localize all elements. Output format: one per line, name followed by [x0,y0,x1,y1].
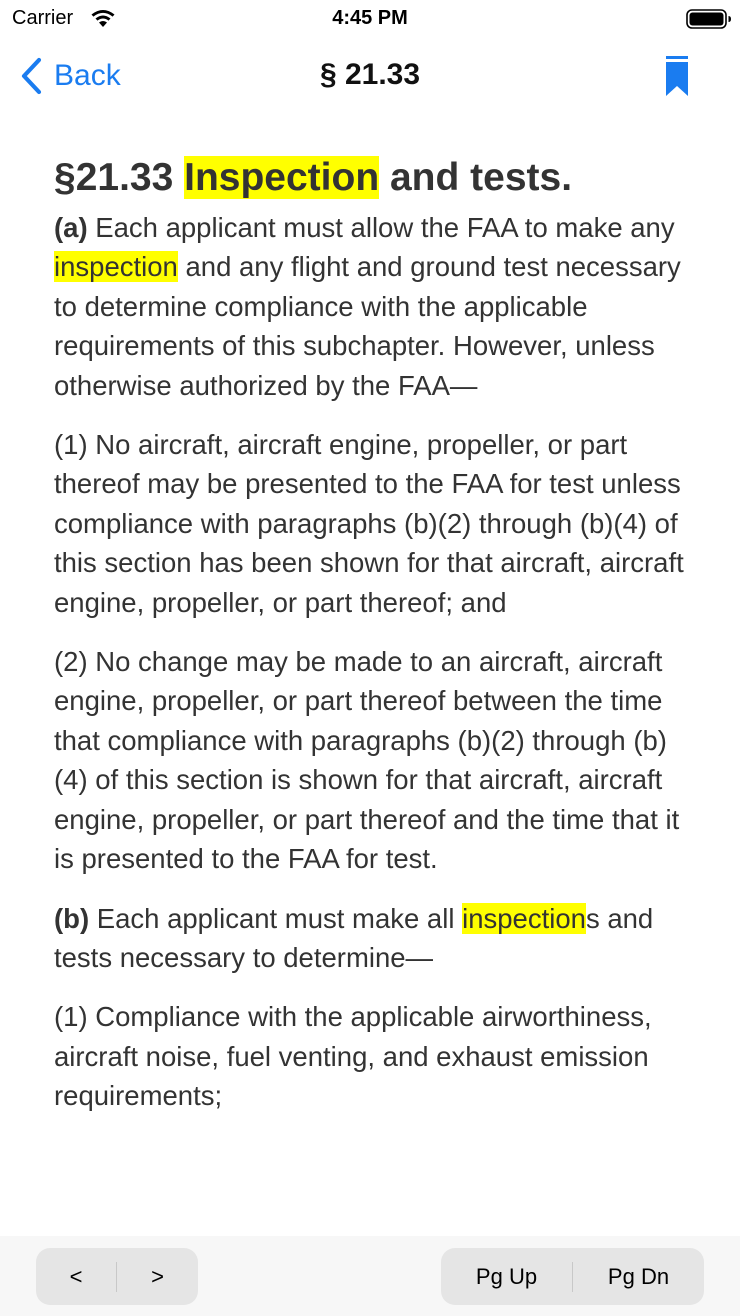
next-section-button[interactable]: > [151,1263,164,1289]
paragraph-text: Each applicant must make all [89,902,463,934]
document-content [54,140,694,1236]
paragraph-text: and any flight and ground test necessary to determine compliance with the applicable requirements of this subchapter. However, unless otherwise authorized by the FAA— [54,251,681,401]
clock: 4:45 PM [332,7,408,29]
paragraph-b1: (1) Compliance with the applicable airworthiness, aircraft noise, fuel venting, and exhaust emission requirements; [54,1001,652,1112]
previous-section-button[interactable]: < [69,1263,83,1289]
bottom-toolbar [0,1236,740,1316]
battery-icon [686,9,732,29]
section-nav-control [36,1248,198,1305]
search-highlight: inspection [462,902,586,934]
section-heading-suffix: and tests. [379,156,573,199]
section-heading [54,152,694,204]
page-down-button[interactable]: Pg Dn [607,1263,670,1289]
paragraph-a2: (2) No change may be made to an aircraft, aircraft engine, propeller, or part thereof between the time that compliance with paragraphs (b)(2) through (b)(4) of this section is shown for that aircraft, aircraft engine, propeller, or part thereof and the time that it is presented to the FAA for test. [54,646,680,875]
bookmark-icon[interactable] [666,56,688,96]
search-highlight: inspection [54,251,178,283]
paragraph-label: (a) [54,212,88,243]
paragraph-a1: (1) No aircraft, aircraft engine, propeller, or part thereof may be presented to the FAA for test unless compliance with paragraphs (b)(2) through (b)(4) of this section has been shown for that aircraft, aircraft engine, propeller, or part thereof; and [54,429,684,618]
back-label: Back [54,59,121,92]
page-up-button[interactable]: Pg Up [475,1263,538,1289]
paragraph-b [54,899,694,978]
paragraph-text: Each applicant must allow the FAA to make any [87,212,675,243]
navigation-bar [0,40,740,112]
search-highlight: Inspection [184,156,380,199]
page-title: § 21.33 [319,58,421,91]
page-nav-control [441,1248,704,1305]
paragraph-label: (b) [54,902,90,934]
status-bar [0,0,740,40]
carrier-label: Carrier [12,7,74,29]
paragraph-text: s and tests necessary to determine— [54,902,654,973]
section-heading-prefix: §21.33 [54,156,185,199]
paragraph-a [54,208,694,405]
